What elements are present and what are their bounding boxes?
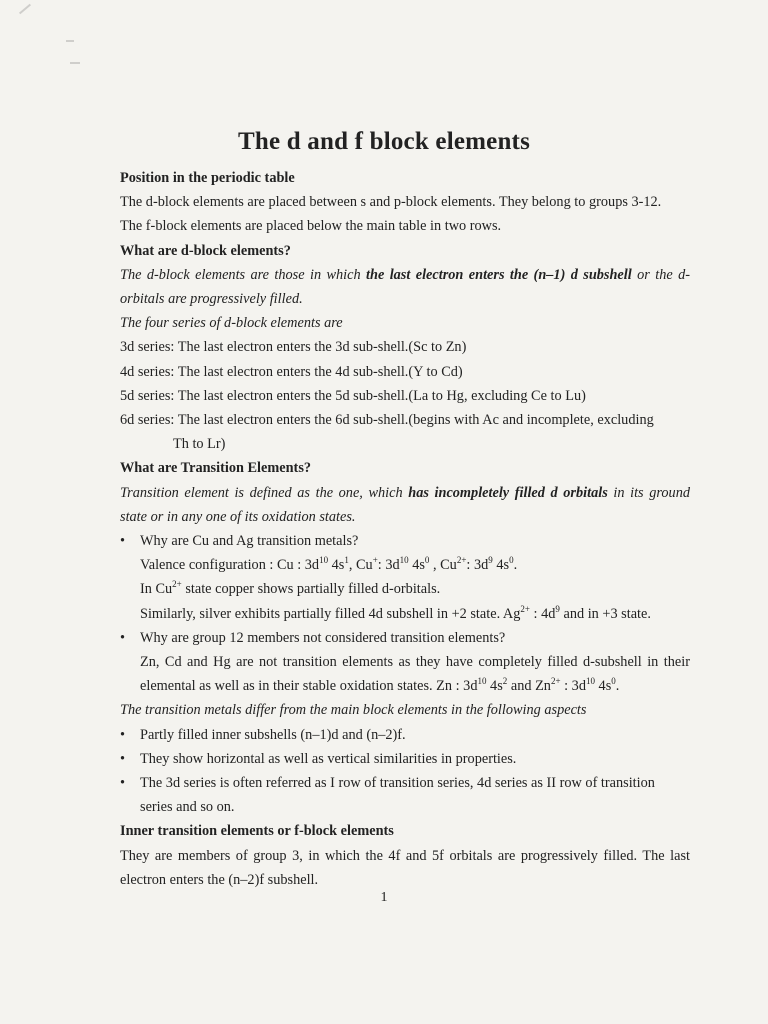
bullet-item: • The 3d series is often referred as I row of transition series, 4d series as II row of transition series and so on. xyxy=(120,771,690,819)
text-span: and Zn xyxy=(507,678,551,695)
section-heading: Inner transition elements or f-block elements xyxy=(120,823,394,840)
text-span: Zn, Cd and Hg are not transition elements as they have completely filled d-subshell in their elemental as well as in their stable oxidation states. Zn : 3d xyxy=(140,654,690,695)
superscript: 2+ xyxy=(456,555,467,566)
document-body xyxy=(120,166,690,892)
section-heading: What are d-block elements? xyxy=(120,242,291,259)
paragraph: The f-block elements are placed below the main table in two rows. xyxy=(120,218,502,235)
scan-mark xyxy=(70,62,80,64)
text-span: , Cu xyxy=(348,557,373,574)
text-span: 4s xyxy=(486,678,503,695)
superscript: 2+ xyxy=(172,579,182,590)
paragraph: The d-block elements are placed between s and p-block elements. They belong to groups 3-12. xyxy=(120,194,662,211)
superscript: 10 xyxy=(319,555,329,566)
explanation-line xyxy=(120,577,690,601)
text-span: The d-block elements are those in which xyxy=(120,266,367,283)
definition-paragraph xyxy=(120,481,690,529)
superscript: 9 xyxy=(488,555,493,566)
paragraph: The transition metals differ from the main block elements in the following aspects xyxy=(120,702,587,719)
valence-line xyxy=(120,553,690,577)
bold-text: has incompletely filled d orbitals xyxy=(408,484,608,501)
text-span: 4s xyxy=(328,557,345,574)
text-span: : 3d xyxy=(377,557,400,574)
paragraph: They are members of group 3, in which the 4f and 5f orbitals are progressively filled. The last electron enters the (n–2)f subshell. xyxy=(120,847,690,888)
superscript: 0 xyxy=(424,555,430,566)
superscript: 2+ xyxy=(520,603,530,614)
text-span: 4s xyxy=(408,557,425,574)
text-span: or the d-orbitals are progressively filled. xyxy=(120,266,690,308)
text-span: : 3d xyxy=(466,557,489,574)
series-line: 5d series: The last electron enters the 5d sub-shell.(La to Hg, excluding Ce to Lu) xyxy=(120,387,586,404)
text-span: 4s xyxy=(594,678,612,695)
superscript: 10 xyxy=(399,555,409,566)
text-span: Valence configuration : Cu : 3d xyxy=(140,557,320,574)
page-number: 1 xyxy=(380,890,388,905)
superscript: 10 xyxy=(477,676,487,687)
explanation-line xyxy=(120,650,690,698)
text-span: , Cu xyxy=(429,557,457,574)
scan-mark xyxy=(19,4,31,15)
superscript: 2+ xyxy=(550,676,561,687)
text-span: . xyxy=(615,678,620,695)
superscript: 2 xyxy=(502,676,508,687)
text-span: state copper shows partially filled d-orbitals. xyxy=(181,581,441,598)
superscript: 0 xyxy=(611,676,616,687)
text-span: and in +3 state. xyxy=(559,605,651,622)
bullet-item: • They show horizontal as well as vertical similarities in properties. xyxy=(120,747,690,771)
section-heading: What are Transition Elements? xyxy=(120,460,312,477)
page-title: The d and f block elements xyxy=(237,128,531,155)
text-span: : 3d xyxy=(560,678,586,695)
text-span: . xyxy=(513,557,518,574)
superscript: + xyxy=(372,555,378,566)
bullet-item: • Partly filled inner subshells (n–1)d and (n–2)f. xyxy=(120,723,690,747)
text-span: in its ground state or in any one of its oxidation states. xyxy=(120,484,690,525)
superscript: 1 xyxy=(344,555,349,566)
text-span: 4s xyxy=(492,557,510,574)
series-line: 4d series: The last electron enters the 4d sub-shell.(Y to Cd) xyxy=(120,363,463,380)
text-span: : 4d xyxy=(529,605,556,622)
text-span: Similarly, silver exhibits partially filled 4d subshell in +2 state. Ag xyxy=(140,605,521,622)
superscript: 0 xyxy=(509,555,514,566)
bold-text: the last electron enters the (n–1) d subshell xyxy=(366,266,632,283)
series-line-continued: Th to Lr) xyxy=(173,436,226,453)
series-line: 6d series: The last electron enters the 6d sub-shell.(begins with Ac and incomplete, excluding xyxy=(120,412,654,429)
definition-paragraph xyxy=(120,263,690,311)
bullet-item: • Why are Cu and Ag transition metals? xyxy=(120,529,690,553)
text-span: Transition element is defined as the one, which xyxy=(120,484,409,501)
superscript: 9 xyxy=(555,603,560,614)
bullet-item: • Why are group 12 members not considered transition elements? xyxy=(120,626,690,650)
series-line: 3d series: The last electron enters the 3d sub-shell.(Sc to Zn) xyxy=(120,339,467,356)
text-span: In Cu xyxy=(140,581,173,598)
superscript: 10 xyxy=(585,676,595,687)
section-heading: Position in the periodic table xyxy=(120,170,295,186)
explanation-line xyxy=(120,602,690,626)
paragraph: The four series of d-block elements are xyxy=(120,315,343,332)
scan-mark xyxy=(66,40,74,42)
